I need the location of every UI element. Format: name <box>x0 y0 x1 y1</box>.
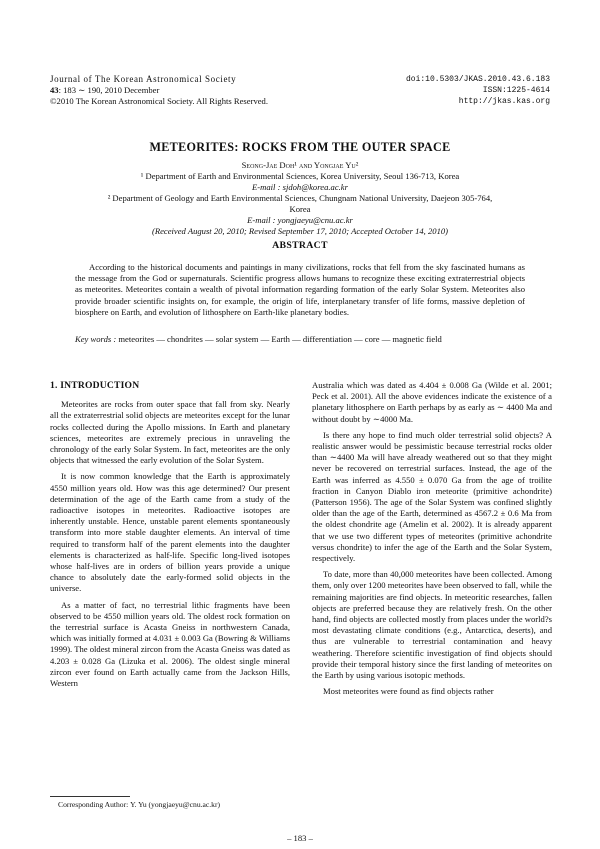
submission-dates: (Received August 20, 2010; Revised September 17, 2010; Accepted October 14, 2010) <box>151 226 449 236</box>
author-block <box>50 160 550 237</box>
footnote-rule <box>50 796 130 797</box>
journal-header <box>50 74 268 107</box>
volume-line <box>50 85 268 96</box>
email-2[interactable]: E-mail : yongjaeyu@cnu.ac.kr <box>247 215 353 225</box>
page-number: – 183 – <box>287 833 313 843</box>
paragraph: Is there any hope to find much older terrestrial solid objects? A realistic answer would be pessimistic because terrestrial rocks older than ∼4400 Ma will have already weathered out so that they might never be recovered on terrestrial surfaces. Instead, the age of the Earth was inferred as 4.550 ± 0.070 Ga from the age of troilite fraction in Canyon Diablo iron meteorite (primitive achondrite) (Patterson 1956). The age of the Solar System was confined slightly older than the age of the Earth, determined as 4567.2 ± 0.6 Ma from the oldest chondrite age (Amelin et al. 2002). It is already apparent that we use two different types of meteorites (primitive achondrite versus chondrite) to infer the age of the Earth and the Solar System, respectively. <box>312 429 552 564</box>
footnote-label: Corresponding Author: <box>58 800 129 809</box>
copyright-line: ©2010 The Korean Astronomical Society. All Rights Reserved. <box>50 96 268 106</box>
keywords-label: Key words : <box>75 334 117 344</box>
identifiers-block <box>406 74 550 107</box>
paragraph: Australia which was dated as 4.404 ± 0.008 Ga (Wilde et al. 2001; Peck et al. 2001). All the above evidences indicate the existence of a planetary lithosphere on Earth perhaps by as early as ∼ 4400 Ma and without doubt by ∼4000 Ma. <box>312 380 552 424</box>
email-1[interactable]: E-mail : sjdoh@korea.ac.kr <box>252 182 348 192</box>
left-column <box>50 380 290 694</box>
paragraph: Most meteorites were found as find objects rather <box>323 686 494 697</box>
section-heading: 1. INTRODUCTION <box>50 380 140 391</box>
paper-title: METEORITES: ROCKS FROM THE OUTER SPACE <box>149 140 451 154</box>
pages-date: : 183 ∼ 190, 2010 December <box>58 85 160 95</box>
paragraph: Meteorites are rocks from outer space that fall from sky. Nearly all the extraterrestrial solid objects are meteorites except for the lunar rocks collected during the Apollo missions. In Earth and planetary sciences, meteorites are extremely precious in unraveling the chronology of the early Solar System. In fact, meteorites are the only objects that witnessed the early evolution of the Solar System. <box>50 399 290 466</box>
author-names: Seong-Jae Doh¹ and Yongjae Yu² <box>241 160 359 170</box>
affiliation-2: ² Department of Geology and Earth Environmental Sciences, Chungnam National University, Daejeon 305-764, <box>107 193 493 203</box>
issn: ISSN:1225-4614 <box>482 86 550 95</box>
right-column <box>312 380 552 702</box>
keywords-list: meteorites — chondrites — solar system — Earth — differentiation — core — magnetic field <box>118 334 442 344</box>
doi: doi:10.5303/JKAS.2010.43.6.183 <box>405 75 550 84</box>
paragraph: To date, more than 40,000 meteorites have been collected. Among them, only over 1200 meteorites have been observed to fall, while the remaining majorities are find objects. In meteoritic researches, fallen objects are preferred because they are relatively fresh. On the other hand, find objects are collected mostly from places under the world?s most devastating climate conditions (e.g., Antarctica, deserts), and thus are vulnerable to terrestrial contamination and heavy weathering. Therefore scientific investigation of find objects should provide their temporal history since the first landing of meteorites on the Earth by using various isotopic methods. <box>312 569 552 681</box>
paragraph: It is now common knowledge that the Earth is approximately 4550 million years old. How was this age determined? Our present determination of the age of the Earth came from a study of the radioactive isotopes in meteorites. Radioactive isotopes are inherently unstable. Hence, unstable parent elements spontaneously transform into more stable daughter elements. An interval of time required to transform half of the parent elements into the daughter elements is characterized as half-life. Specific long-lived isotopes whose half-lives are in orders of billion years provide a unique chance to absolutely date the early-formed solid objects in the universe. <box>50 471 290 594</box>
abstract-text: According to the historical documents and paintings in many civilizations, rocks that fell from the sky fascinated humans as the message from the God or supernaturals. Scientific progress allows humans to recognize these exciting extraterrestrial objects as meteorites. Meteorites contain a wealth of pivotal information regarding formation of the early Solar System. Meteorites also provide broader scientific insights on, for example, the origin of life, interplanetary transfer of life forms, massive depletion of biosphere on Earth, and evolution of lithosphere on Earth-like planetary bodies. <box>75 262 525 317</box>
footnote-text: Y. Yu (yongjaeyu@cnu.ac.kr) <box>130 800 221 809</box>
corresponding-author-note <box>58 800 220 809</box>
journal-url[interactable]: http://jkas.kas.org <box>458 97 550 106</box>
abstract-heading: ABSTRACT <box>272 240 328 251</box>
keywords-line <box>75 334 525 345</box>
journal-name: Journal of The Korean Astronomical Society <box>50 74 237 84</box>
affiliation-2-country: Korea <box>289 204 311 214</box>
paragraph: As a matter of fact, no terrestrial lithic fragments have been observed to be 4550 million years old. The oldest rock formation on the terrestrial surface is Acasta Gneiss in northwestern Canada, which was initially formed at 4.031 ± 0.003 Ga (Bowring & Williams 1999). The oldest mineral zircon from the Acasta Gneiss was dated as 4.203 ± 0.028 Ga (Lizuka et al. 2006). The oldest single mineral zircon ever found on Earth actually came from the Jackson Hills, Western <box>50 599 290 689</box>
volume-number: 43 <box>50 85 59 95</box>
affiliation-1: ¹ Department of Earth and Environmental Sciences, Korea University, Seoul 136-713, Korea <box>140 171 460 181</box>
